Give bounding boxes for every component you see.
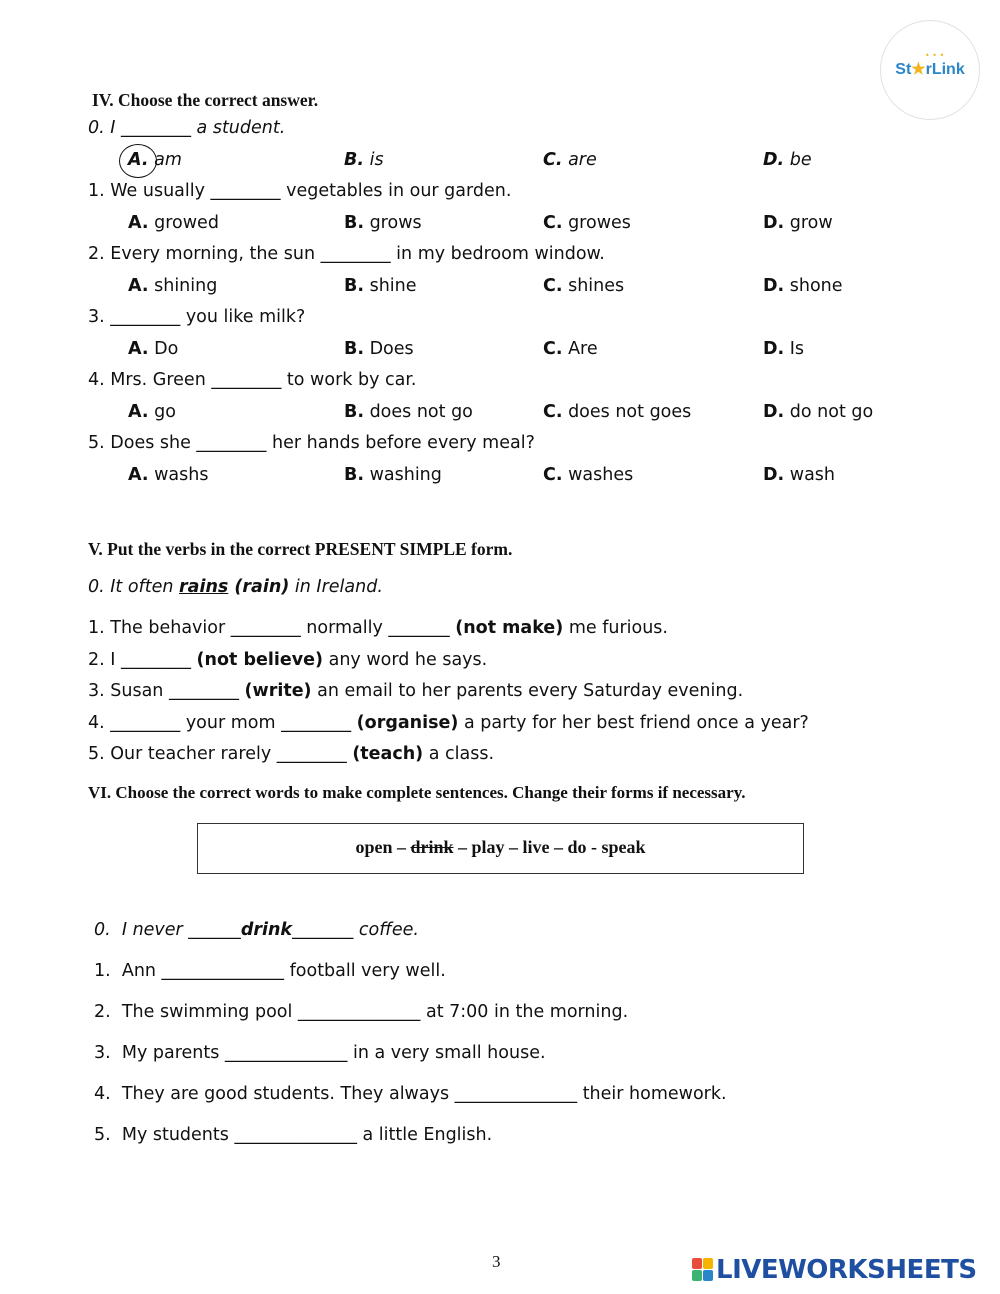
option-letter: C. <box>543 402 563 422</box>
item-text: 4. ________ your mom ________ <box>88 713 357 733</box>
logo-dots: • • • <box>925 51 945 60</box>
option-text: Are <box>568 339 598 359</box>
verb-hint: (not make) <box>455 618 564 638</box>
option-letter: A. <box>128 213 149 233</box>
q4-option-a[interactable] <box>128 402 176 422</box>
section4-q3-stem: 3. ________ you like milk? <box>88 307 306 327</box>
q2-option-d[interactable] <box>763 276 843 296</box>
liveworksheets-logo[interactable] <box>692 1256 992 1286</box>
item-number: 2. <box>94 1002 111 1022</box>
option-text: go <box>154 402 176 422</box>
option-text: Do <box>154 339 179 359</box>
q0-option-c[interactable] <box>543 150 597 170</box>
option-letter: B. <box>344 465 364 485</box>
option-letter: C. <box>543 339 563 359</box>
example-text: _______ coffee. <box>292 920 419 940</box>
example-text: I never ______ <box>121 920 241 940</box>
q4-option-d[interactable] <box>763 402 873 422</box>
section4-q2-stem: 2. Every morning, the sun ________ in my bedroom window. <box>88 244 605 264</box>
option-text: grow <box>789 213 833 233</box>
option-text: grows <box>369 213 422 233</box>
section5-heading: V. Put the verbs in the correct PRESENT SIMPLE form. <box>88 539 513 559</box>
item-text: The swimming pool ______________ at 7:00 in the morning. <box>121 1002 629 1022</box>
item-text: an email to her parents every Saturday evening. <box>311 681 744 701</box>
item-text: 1. The behavior ________ normally _______ <box>88 618 456 638</box>
item-number: 1. <box>94 961 111 981</box>
option-text: washes <box>568 465 634 485</box>
verb-hint: (rain) <box>228 577 290 597</box>
option-letter: B. <box>344 213 364 233</box>
option-text: wash <box>789 465 836 485</box>
item-text: any word he says. <box>323 650 488 670</box>
option-text: washs <box>154 465 209 485</box>
option-letter: A. <box>128 465 149 485</box>
verb-hint: (organise) <box>356 713 459 733</box>
q2-option-a[interactable] <box>128 276 217 296</box>
item-number: 0. <box>94 920 111 940</box>
verb-hint: (teach) <box>352 744 424 764</box>
item-text: My parents ______________ in a very small house. <box>121 1043 546 1063</box>
logo-text <box>881 59 979 79</box>
option-text: shine <box>369 276 417 296</box>
page-number: 3 <box>492 1252 501 1271</box>
q4-option-b[interactable] <box>344 402 473 422</box>
word-box-text <box>198 837 803 858</box>
section5-item-5[interactable] <box>88 744 494 764</box>
q3-option-a[interactable] <box>128 339 178 359</box>
item-text: 2. I ________ <box>88 650 197 670</box>
q2-option-c[interactable] <box>543 276 624 296</box>
option-letter: A. <box>128 150 149 170</box>
option-letter: C. <box>543 465 563 485</box>
section4-heading: IV. Choose the correct answer. <box>92 90 319 110</box>
item-number: 4. <box>94 1084 111 1104</box>
q5-option-c[interactable] <box>543 465 633 485</box>
section6-example <box>94 920 419 940</box>
section4-q4-stem: 4. Mrs. Green ________ to work by car. <box>88 370 417 390</box>
option-text: growed <box>154 213 219 233</box>
q1-option-c[interactable] <box>543 213 631 233</box>
option-text: are <box>568 150 597 170</box>
option-letter: B. <box>344 402 364 422</box>
option-letter: A. <box>128 276 149 296</box>
option-letter: C. <box>543 150 563 170</box>
q5-option-a[interactable] <box>128 465 208 485</box>
item-number: 5. <box>94 1125 111 1145</box>
option-letter: D. <box>763 465 785 485</box>
item-text: They are good students. They always ______________ their homework. <box>121 1084 727 1104</box>
item-text: My students ______________ a little English. <box>121 1125 493 1145</box>
option-letter: B. <box>344 339 364 359</box>
q0-option-d[interactable] <box>763 150 812 170</box>
q4-option-c[interactable] <box>543 402 691 422</box>
option-text: Is <box>789 339 805 359</box>
option-letter: B. <box>344 150 364 170</box>
q3-option-c[interactable] <box>543 339 598 359</box>
verb-hint: (not believe) <box>196 650 324 670</box>
q5-option-d[interactable] <box>763 465 835 485</box>
section6-item-5[interactable] <box>94 1125 492 1145</box>
option-letter: A. <box>128 402 149 422</box>
logo-text-part: St <box>895 61 912 78</box>
q2-option-b[interactable] <box>344 276 417 296</box>
option-text: Does <box>369 339 414 359</box>
word-box <box>197 823 804 874</box>
section6-item-1[interactable] <box>94 961 446 981</box>
section5-item-1[interactable] <box>88 618 668 638</box>
option-text: does not goes <box>568 402 692 422</box>
q3-option-d[interactable] <box>763 339 804 359</box>
liveworksheets-icon <box>692 1258 714 1282</box>
section6-item-2[interactable] <box>94 1002 628 1022</box>
q1-option-d[interactable] <box>763 213 833 233</box>
item-text: 3. Susan ________ <box>88 681 245 701</box>
q1-option-b[interactable] <box>344 213 422 233</box>
logo-text-part: rLink <box>925 61 965 78</box>
section6-heading: VI. Choose the correct words to make complete sentences. Change their forms if necessary. <box>88 783 746 802</box>
section6-item-3[interactable] <box>94 1043 546 1063</box>
item-text: a class. <box>423 744 495 764</box>
option-letter: D. <box>763 213 785 233</box>
option-text: washing <box>369 465 442 485</box>
option-text: shines <box>568 276 625 296</box>
option-text: be <box>789 150 812 170</box>
q0-option-b[interactable] <box>344 150 384 170</box>
q3-option-b[interactable] <box>344 339 414 359</box>
example-answer: drink <box>240 920 293 940</box>
example-text: 0. It often <box>88 577 179 597</box>
option-letter: A. <box>128 339 149 359</box>
example-text: in Ireland. <box>289 577 383 597</box>
section4-q0-stem: 0. I ________ a student. <box>88 118 286 138</box>
option-letter: D. <box>763 402 785 422</box>
option-letter: C. <box>543 276 563 296</box>
liveworksheets-brand: LIVEWORKSHEETS <box>716 1255 977 1285</box>
word-list: – play – live – do - speak <box>453 837 646 857</box>
option-letter: D. <box>763 339 785 359</box>
item-text: me furious. <box>563 618 668 638</box>
option-text: shining <box>154 276 218 296</box>
section5-item-4[interactable] <box>88 713 809 733</box>
option-letter: C. <box>543 213 563 233</box>
section5-example <box>88 577 383 597</box>
item-text: Ann ______________ football very well. <box>121 961 446 981</box>
option-text: growes <box>568 213 631 233</box>
section4-q1-stem: 1. We usually ________ vegetables in our garden. <box>88 181 512 201</box>
option-text: does not go <box>369 402 473 422</box>
option-text: do not go <box>789 402 874 422</box>
item-text: a party for her best friend once a year? <box>458 713 809 733</box>
star-icon: ★ <box>911 61 926 78</box>
verb-hint: (write) <box>244 681 312 701</box>
option-text: am <box>154 150 182 170</box>
section5-item-2[interactable] <box>88 650 487 670</box>
starlink-logo <box>880 20 980 120</box>
item-text: 5. Our teacher rarely ________ <box>88 744 353 764</box>
q0-option-a[interactable] <box>128 150 182 170</box>
option-text: is <box>369 150 384 170</box>
example-answer: rains <box>179 577 229 597</box>
struck-word: drink <box>410 837 454 857</box>
option-text: shone <box>789 276 843 296</box>
option-letter: B. <box>344 276 364 296</box>
word-list: open – <box>355 837 411 857</box>
item-number: 3. <box>94 1043 111 1063</box>
q1-option-a[interactable] <box>128 213 219 233</box>
option-letter: D. <box>763 276 785 296</box>
section5-item-3[interactable] <box>88 681 743 701</box>
section6-item-4[interactable] <box>94 1084 727 1104</box>
q5-option-b[interactable] <box>344 465 442 485</box>
section4-q5-stem: 5. Does she ________ her hands before every meal? <box>88 433 535 453</box>
option-letter: D. <box>763 150 785 170</box>
